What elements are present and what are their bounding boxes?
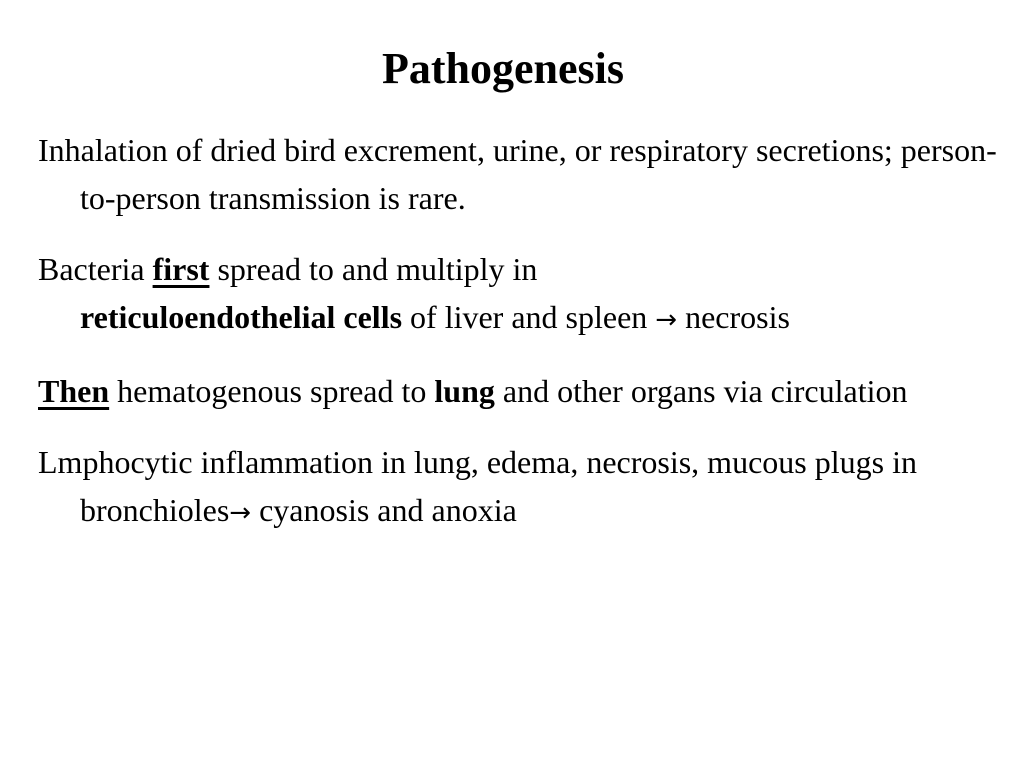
paragraph-text: Bacteria [38, 251, 153, 287]
paragraph-text: Lmphocytic inflammation in lung, edema, necrosis, mucous plugs in bronchioles [38, 444, 917, 528]
paragraph-text: cyanosis and anoxia [251, 492, 517, 528]
emphasis-then: Then [38, 373, 110, 409]
paragraph-text: hematogenous spread to [109, 373, 435, 409]
content-body [38, 126, 998, 560]
paragraph-inflammation [38, 438, 998, 537]
right-arrow-icon: → [655, 305, 678, 335]
paragraph-spread [38, 245, 998, 344]
emphasis-first: first [152, 251, 210, 287]
emphasis-lung: lung [434, 373, 495, 409]
emphasis-reticuloendothelial-cells: reticuloendothelial cells [80, 299, 403, 335]
paragraph-text: of liver and spleen [402, 299, 656, 335]
paragraph-transmission [38, 126, 998, 222]
slide-title: Pathogenesis [382, 44, 624, 93]
paragraph-text: spread to and multiply in [209, 251, 538, 287]
paragraph-text: Inhalation of dried bird excrement, urine, or respiratory secretions; person-to-person transmission is rare. [38, 132, 997, 216]
paragraph-text: necrosis [677, 299, 790, 335]
paragraph-text: and other organs via circulation [494, 373, 908, 409]
paragraph-hematogenous [38, 367, 998, 415]
right-arrow-icon: → [229, 498, 252, 528]
